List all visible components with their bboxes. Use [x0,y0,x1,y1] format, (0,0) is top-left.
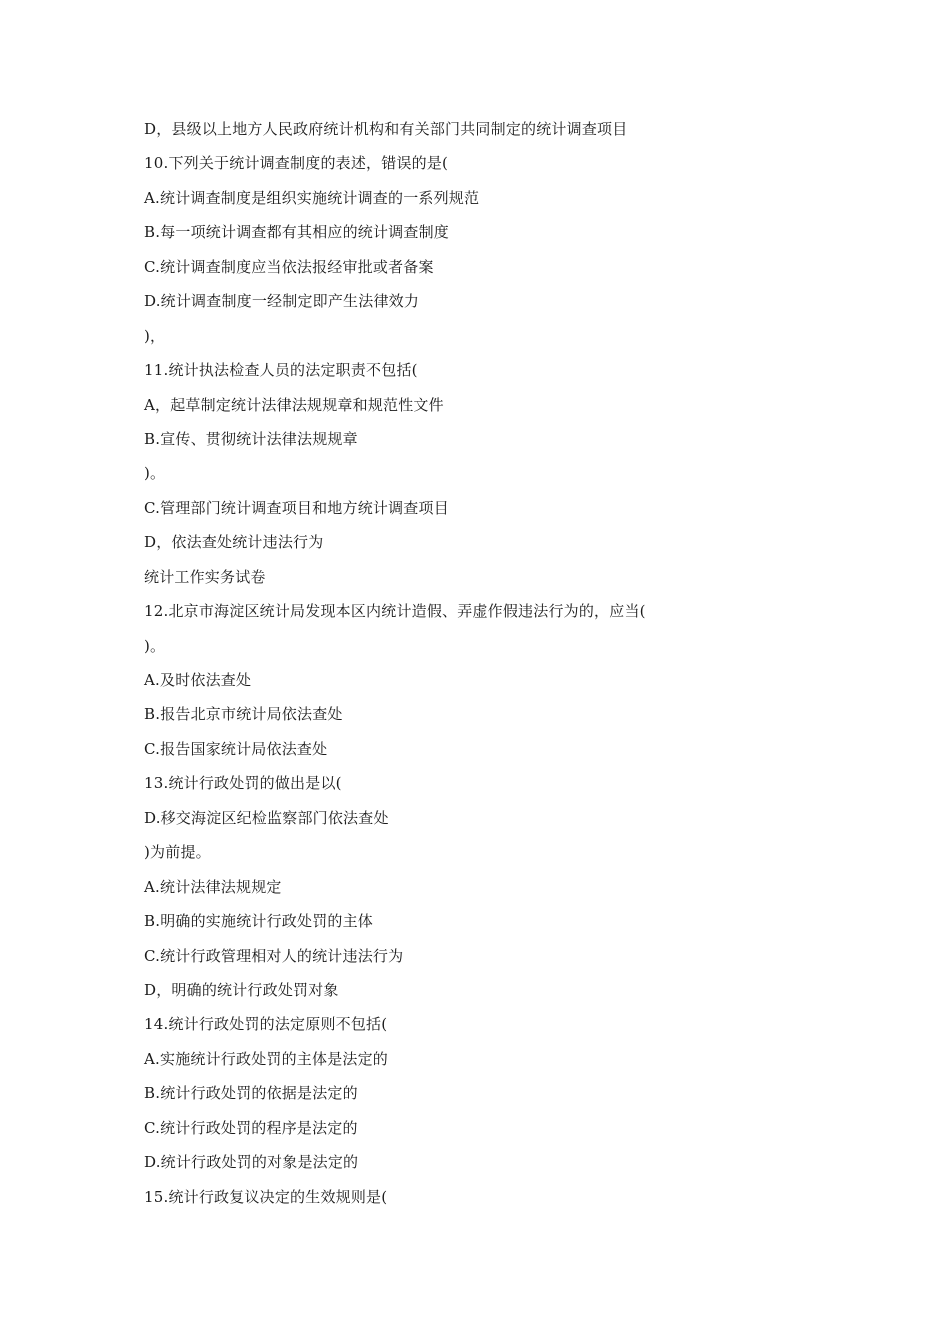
question-13-option-a: A.统计法律法规规定 [144,877,282,896]
question-13-stem: 13.统计行政处罚的做出是以( [144,774,342,793]
question-15-stem: 15.统计行政复议决定的生效规则是( [144,1187,388,1206]
text-line: )， [144,326,166,345]
question-14-stem: 14.统计行政处罚的法定原则不包括( [144,1015,388,1034]
question-10-option-a: A.统计调查制度是组织实施统计调查的一系列规范 [144,188,480,207]
question-12-option-b: B.报告北京市统计局依法查处 [144,705,343,724]
question-13-option-b: B.明确的实施统计行政处罚的主体 [144,912,373,931]
question-14-option-d: D.统计行政处罚的对象是法定的 [144,1153,359,1172]
question-11-stem: 11.统计执法检查人员的法定职责不包括( [144,361,418,380]
question-11-option-d: D，依法查处统计违法行为 [144,533,324,552]
question-12-option-a: A.及时依法查处 [144,671,252,689]
section-heading: 统计工作实务试卷 [144,567,266,586]
question-14-option-a: A.实施统计行政处罚的主体是法定的 [144,1049,389,1068]
document-body [144,116,844,1218]
question-13-option-c: C.统计行政管理相对人的统计违法行为 [144,946,404,965]
text-line: )。 [144,464,166,483]
question-12-option-c: C.报告国家统计局依法查处 [144,739,328,758]
question-10-option-b: B.每一项统计调查都有其相应的统计调查制度 [144,223,449,242]
question-13-option-d: D，明确的统计行政处罚对象 [144,980,339,999]
question-10-option-d: D.统计调查制度一经制定即产生法律效力 [144,292,420,311]
question-14-option-c: C.统计行政处罚的程序是法定的 [144,1118,358,1137]
question-11-option-c: C.管理部门统计调查项目和地方统计调查项目 [144,498,449,517]
question-10-option-c: C.统计调查制度应当依法报经审批或者备案 [144,257,434,276]
question-11-option-a: A，起草制定统计法律法规规章和规范性文件 [144,395,444,414]
question-14-option-b: B.统计行政处罚的依据是法定的 [144,1084,358,1103]
question-11-option-b: B.宣传、贯彻统计法律法规规章 [144,429,358,448]
text-line: D，县级以上地方人民政府统计机构和有关部门共同制定的统计调查项目 [144,120,628,138]
text-line: )。 [144,636,166,655]
text-line: )为前提。 [144,843,211,862]
question-10-stem: 10.下列关于统计调查制度的表述，错误的是( [144,154,449,173]
question-12-option-d: D.移交海淀区纪检监察部门依法查处 [144,808,389,827]
question-12-stem: 12.北京市海淀区统计局发现本区内统计造假、弄虚作假违法行为的，应当( [144,602,646,621]
